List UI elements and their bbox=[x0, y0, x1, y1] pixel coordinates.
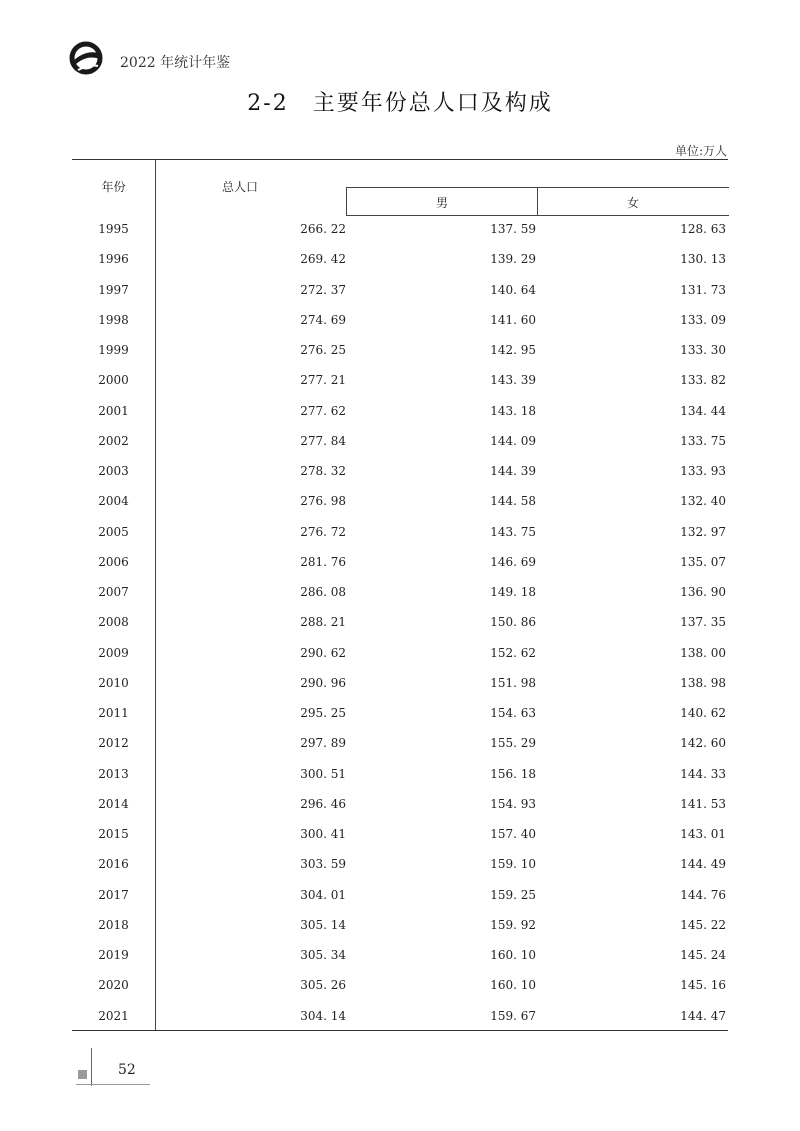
table-row bbox=[72, 909, 728, 939]
cell-year: 2020 bbox=[98, 978, 129, 993]
cell-male: 140. 64 bbox=[490, 282, 536, 297]
cell-total: 305. 34 bbox=[300, 948, 346, 962]
cell-male: 139. 29 bbox=[490, 252, 536, 267]
cell-total: 277. 84 bbox=[300, 433, 346, 448]
cell-total: 295. 25 bbox=[300, 706, 346, 720]
cell-total: 297. 89 bbox=[300, 736, 346, 751]
cell-female: 133. 75 bbox=[680, 433, 726, 448]
cell-female: 133. 30 bbox=[680, 343, 726, 357]
cell-female: 145. 24 bbox=[680, 948, 726, 962]
cell-male: 155. 29 bbox=[490, 736, 536, 751]
table-row bbox=[72, 364, 728, 394]
table-row bbox=[72, 939, 728, 969]
cell-total: 305. 14 bbox=[300, 917, 346, 932]
table-row bbox=[72, 516, 728, 546]
cell-female: 140. 62 bbox=[680, 706, 726, 720]
cell-year: 1995 bbox=[98, 222, 129, 236]
cell-male: 157. 40 bbox=[490, 827, 536, 841]
cell-male: 154. 63 bbox=[490, 706, 536, 720]
cell-year: 2013 bbox=[98, 766, 129, 781]
cell-female: 134. 44 bbox=[680, 403, 726, 418]
cell-female: 128. 63 bbox=[680, 222, 726, 236]
cell-female: 145. 16 bbox=[680, 978, 726, 993]
col-header-female: 女 bbox=[626, 196, 639, 210]
cell-year: 2012 bbox=[98, 736, 129, 751]
table-row bbox=[72, 697, 728, 727]
cell-female: 133. 09 bbox=[680, 312, 726, 327]
cell-total: 296. 46 bbox=[300, 796, 346, 811]
subheader-box bbox=[346, 187, 729, 216]
cell-female: 143. 01 bbox=[680, 827, 726, 841]
cell-male: 144. 58 bbox=[490, 494, 536, 509]
cell-year: 2008 bbox=[98, 615, 129, 630]
cell-total: 304. 14 bbox=[300, 1008, 346, 1023]
table-row bbox=[72, 848, 728, 878]
cell-year: 1996 bbox=[98, 252, 129, 267]
table-row bbox=[72, 576, 728, 606]
table-row bbox=[72, 546, 728, 576]
cell-male: 146. 69 bbox=[490, 554, 536, 569]
table-row bbox=[72, 243, 728, 273]
cell-female: 144. 33 bbox=[680, 766, 726, 781]
cell-female: 136. 90 bbox=[680, 585, 726, 599]
cell-total: 281. 76 bbox=[300, 554, 346, 569]
cell-female: 141. 53 bbox=[680, 796, 726, 811]
cell-year: 2004 bbox=[98, 494, 129, 509]
cell-male: 156. 18 bbox=[490, 766, 536, 781]
table-row bbox=[72, 485, 728, 515]
cell-year: 2019 bbox=[98, 948, 129, 962]
footer-vertical-rule bbox=[91, 1048, 92, 1086]
table-row bbox=[72, 969, 728, 999]
table-row bbox=[72, 334, 728, 364]
cell-male: 137. 59 bbox=[490, 222, 536, 236]
cell-female: 145. 22 bbox=[680, 917, 726, 932]
table-row bbox=[72, 727, 728, 757]
cell-male: 149. 18 bbox=[490, 585, 536, 599]
cell-total: 300. 41 bbox=[300, 827, 346, 841]
cell-male: 142. 95 bbox=[490, 343, 536, 357]
cell-male: 152. 62 bbox=[490, 645, 536, 660]
table-row bbox=[72, 788, 728, 818]
table-row bbox=[72, 213, 728, 243]
cell-total: 276. 25 bbox=[300, 343, 346, 357]
cell-male: 160. 10 bbox=[490, 978, 536, 993]
cell-total: 272. 37 bbox=[300, 282, 346, 297]
cell-total: 278. 32 bbox=[300, 464, 346, 478]
table-row bbox=[72, 425, 728, 455]
table-row bbox=[72, 879, 728, 909]
table-row bbox=[72, 667, 728, 697]
table-row bbox=[72, 818, 728, 848]
cell-female: 132. 40 bbox=[680, 494, 726, 509]
table-bottom-rule bbox=[72, 1030, 728, 1031]
cell-year: 2011 bbox=[98, 706, 129, 720]
header-divider bbox=[155, 160, 156, 214]
cell-male: 143. 18 bbox=[490, 403, 536, 418]
cell-male: 159. 25 bbox=[490, 887, 536, 902]
footer-square-icon bbox=[78, 1070, 87, 1079]
cell-female: 131. 73 bbox=[680, 282, 726, 297]
cell-total: 266. 22 bbox=[300, 222, 346, 236]
cell-female: 142. 60 bbox=[680, 736, 726, 751]
cell-year: 2003 bbox=[98, 464, 129, 478]
cell-total: 274. 69 bbox=[300, 312, 346, 327]
cell-total: 305. 26 bbox=[300, 978, 346, 993]
book-title: 2022 年统计年鉴 bbox=[120, 55, 231, 71]
cell-year: 1999 bbox=[98, 343, 129, 357]
cell-male: 144. 39 bbox=[490, 464, 536, 478]
cell-year: 2021 bbox=[98, 1008, 129, 1023]
cell-total: 290. 62 bbox=[300, 645, 346, 660]
cell-total: 276. 72 bbox=[300, 524, 346, 539]
table-row bbox=[72, 758, 728, 788]
cell-year: 2005 bbox=[98, 524, 129, 539]
cell-total: 277. 62 bbox=[300, 403, 346, 418]
cell-year: 2000 bbox=[98, 373, 129, 388]
cell-year: 2016 bbox=[98, 857, 129, 872]
cell-year: 2010 bbox=[98, 675, 129, 690]
cell-male: 154. 93 bbox=[490, 796, 536, 811]
cell-total: 276. 98 bbox=[300, 494, 346, 509]
cell-total: 304. 01 bbox=[300, 887, 346, 902]
cell-year: 2006 bbox=[98, 554, 129, 569]
table-row bbox=[72, 637, 728, 667]
cell-total: 290. 96 bbox=[300, 675, 346, 690]
cell-female: 130. 13 bbox=[680, 252, 726, 267]
cell-male: 141. 60 bbox=[490, 312, 536, 327]
cell-total: 277. 21 bbox=[300, 373, 346, 388]
cell-year: 2001 bbox=[98, 403, 129, 418]
cell-total: 288. 21 bbox=[300, 615, 346, 630]
cell-female: 144. 76 bbox=[680, 887, 726, 902]
cell-male: 143. 75 bbox=[490, 524, 536, 539]
cell-year: 1998 bbox=[98, 312, 129, 327]
cell-female: 137. 35 bbox=[680, 615, 726, 630]
cell-male: 159. 92 bbox=[490, 917, 536, 932]
table-row bbox=[72, 455, 728, 485]
unit-label: 单位:万人 bbox=[674, 144, 727, 158]
col-header-male: 男 bbox=[435, 196, 448, 210]
cell-year: 2018 bbox=[98, 917, 129, 932]
page-title: 2-2 主要年份总人口及构成 bbox=[247, 91, 553, 116]
table-row bbox=[72, 304, 728, 334]
cell-female: 138. 00 bbox=[680, 645, 726, 660]
cell-total: 286. 08 bbox=[300, 585, 346, 599]
cell-male: 143. 39 bbox=[490, 373, 536, 388]
cell-male: 151. 98 bbox=[490, 675, 536, 690]
cell-year: 2014 bbox=[98, 796, 129, 811]
cell-male: 159. 10 bbox=[490, 857, 536, 872]
table-row bbox=[72, 606, 728, 636]
cell-year: 2007 bbox=[98, 585, 129, 599]
cell-year: 2002 bbox=[98, 433, 129, 448]
cell-total: 303. 59 bbox=[300, 857, 346, 872]
cell-female: 133. 82 bbox=[680, 373, 726, 388]
table-row bbox=[72, 274, 728, 304]
cell-year: 2009 bbox=[98, 645, 129, 660]
cell-total: 300. 51 bbox=[300, 766, 346, 781]
table-row bbox=[72, 395, 728, 425]
col-header-year: 年份 bbox=[101, 180, 126, 194]
cell-year: 2017 bbox=[98, 887, 129, 902]
col-header-total: 总人口 bbox=[222, 180, 259, 194]
table-header bbox=[72, 159, 728, 214]
cell-female: 132. 97 bbox=[680, 524, 726, 539]
cell-male: 144. 09 bbox=[490, 433, 536, 448]
cell-male: 160. 10 bbox=[490, 948, 536, 962]
table-row bbox=[72, 1000, 728, 1030]
cell-female: 144. 49 bbox=[680, 857, 726, 872]
cell-male: 150. 86 bbox=[490, 615, 536, 630]
page-number: 52 bbox=[118, 1062, 136, 1078]
cell-male: 159. 67 bbox=[490, 1008, 536, 1023]
cell-female: 144. 47 bbox=[680, 1008, 726, 1023]
cell-female: 135. 07 bbox=[680, 554, 726, 569]
footer-horizontal-rule bbox=[76, 1084, 150, 1085]
yearbook-logo-icon bbox=[68, 40, 104, 76]
cell-year: 1997 bbox=[98, 282, 129, 297]
cell-total: 269. 42 bbox=[300, 252, 346, 267]
table-body bbox=[72, 213, 728, 1030]
cell-female: 138. 98 bbox=[680, 675, 726, 690]
cell-female: 133. 93 bbox=[680, 464, 726, 478]
cell-year: 2015 bbox=[98, 827, 129, 841]
